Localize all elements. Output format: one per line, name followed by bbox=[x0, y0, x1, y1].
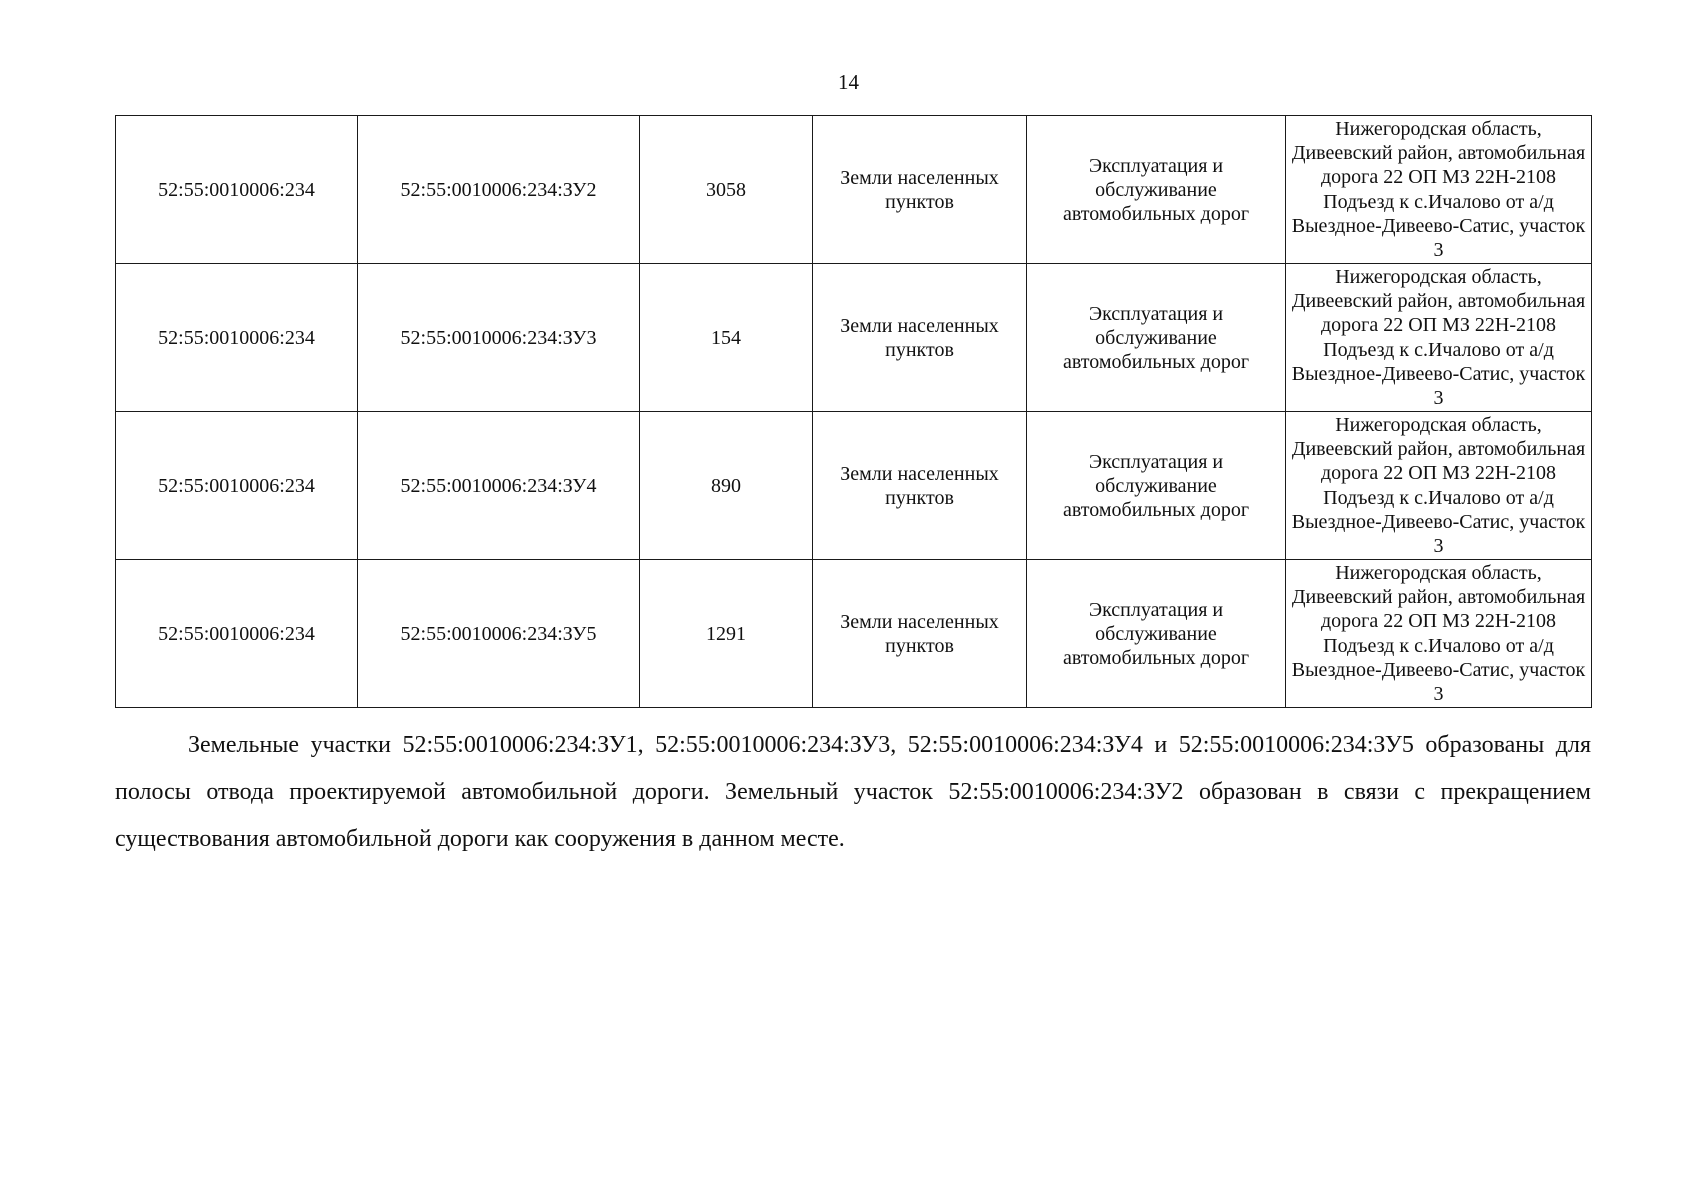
permitted-use-cell: Эксплуатация и обслуживание автомобильных дорог bbox=[1027, 264, 1286, 412]
new-parcel-cell: 52:55:0010006:234:ЗУ3 bbox=[358, 264, 640, 412]
address-cell: Нижегородская область, Дивеевский район, автомобильная дорога 22 ОП МЗ 22Н-2108 Подъезд к с.Ичалово от а/д Выездное-Дивеево-Сатис, участок 3 bbox=[1286, 412, 1592, 560]
table-row bbox=[116, 116, 1592, 264]
area-cell: 154 bbox=[640, 264, 813, 412]
source-parcel-cell: 52:55:0010006:234 bbox=[116, 264, 358, 412]
address-cell: Нижегородская область, Дивеевский район, автомобильная дорога 22 ОП МЗ 22Н-2108 Подъезд к с.Ичалово от а/д Выездное-Дивеево-Сатис, участок 3 bbox=[1286, 560, 1592, 708]
source-parcel-cell: 52:55:0010006:234 bbox=[116, 560, 358, 708]
new-parcel-cell: 52:55:0010006:234:ЗУ5 bbox=[358, 560, 640, 708]
new-parcel-cell: 52:55:0010006:234:ЗУ4 bbox=[358, 412, 640, 560]
permitted-use-cell: Эксплуатация и обслуживание автомобильных дорог bbox=[1027, 412, 1286, 560]
area-cell: 1291 bbox=[640, 560, 813, 708]
table-row bbox=[116, 412, 1592, 560]
permitted-use-cell: Эксплуатация и обслуживание автомобильных дорог bbox=[1027, 116, 1286, 264]
land-category-cell: Земли населенных пунктов bbox=[813, 264, 1027, 412]
table-row bbox=[116, 560, 1592, 708]
new-parcel-cell: 52:55:0010006:234:ЗУ2 bbox=[358, 116, 640, 264]
permitted-use-cell: Эксплуатация и обслуживание автомобильных дорог bbox=[1027, 560, 1286, 708]
address-cell: Нижегородская область, Дивеевский район, автомобильная дорога 22 ОП МЗ 22Н-2108 Подъезд к с.Ичалово от а/д Выездное-Дивеево-Сатис, участок 3 bbox=[1286, 116, 1592, 264]
land-category-cell: Земли населенных пунктов bbox=[813, 116, 1027, 264]
area-cell: 890 bbox=[640, 412, 813, 560]
page-number: 14 bbox=[838, 70, 859, 94]
table-row bbox=[116, 264, 1592, 412]
land-parcels-table bbox=[115, 115, 1592, 708]
address-cell: Нижегородская область, Дивеевский район, автомобильная дорога 22 ОП МЗ 22Н-2108 Подъезд к с.Ичалово от а/д Выездное-Дивеево-Сатис, участок 3 bbox=[1286, 264, 1592, 412]
land-category-cell: Земли населенных пунктов bbox=[813, 412, 1027, 560]
source-parcel-cell: 52:55:0010006:234 bbox=[116, 412, 358, 560]
area-cell: 3058 bbox=[640, 116, 813, 264]
body-paragraph: Земельные участки 52:55:0010006:234:ЗУ1, 52:55:0010006:234:ЗУ3, 52:55:0010006:234:ЗУ4 и 52:55:0010006:234:ЗУ5 образованы для полосы отвода проектируемой автомобильной дороги. Земельный участок 52:55:0010006:234:ЗУ2 образован в связи с прекращением существования автомобильной дороги как сооружения в данном месте. bbox=[115, 732, 1591, 852]
land-category-cell: Земли населенных пунктов bbox=[813, 560, 1027, 708]
source-parcel-cell: 52:55:0010006:234 bbox=[116, 116, 358, 264]
